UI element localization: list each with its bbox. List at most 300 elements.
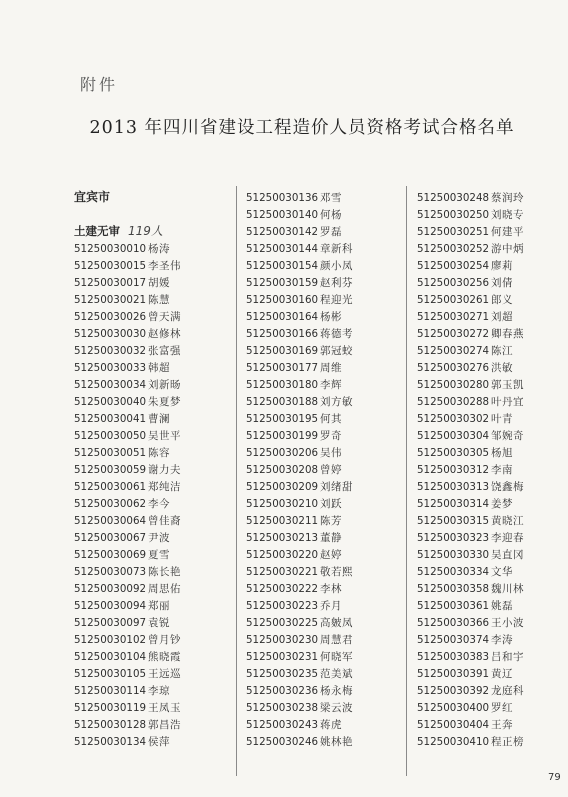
list-item — [417, 648, 524, 665]
candidate-id: 51250030383 — [417, 651, 490, 663]
list-item — [246, 325, 353, 342]
candidate-name: 蒋虎 — [320, 719, 342, 731]
candidate-id: 51250030400 — [417, 702, 490, 714]
candidate-name: 颜小凤 — [320, 260, 353, 272]
list-item — [74, 427, 181, 444]
list-item — [246, 308, 353, 325]
candidate-name: 蔡润玲 — [491, 192, 524, 204]
candidate-name: 郎义 — [491, 294, 513, 306]
candidate-id: 51250030404 — [417, 719, 490, 731]
candidate-name: 李南 — [491, 464, 513, 476]
candidate-name: 卿春燕 — [491, 328, 524, 340]
candidate-name: 周维 — [320, 362, 342, 374]
list-item — [246, 512, 353, 529]
list-item — [246, 206, 353, 223]
candidate-name: 刘新旸 — [148, 379, 181, 391]
candidate-id: 51250030256 — [417, 277, 490, 289]
candidate-name: 蒋德考 — [320, 328, 353, 340]
column-divider — [236, 186, 237, 776]
candidate-id: 51250030410 — [417, 736, 490, 748]
candidate-id: 51250030236 — [246, 685, 319, 697]
list-item — [417, 410, 524, 427]
candidate-name: 吴伟 — [320, 447, 342, 459]
candidate-id: 51250030315 — [417, 515, 490, 527]
candidate-id: 51250030144 — [246, 243, 319, 255]
candidate-name: 李林 — [320, 583, 342, 595]
candidate-name: 郑丽 — [148, 600, 170, 612]
list-item — [246, 733, 353, 750]
candidate-id: 51250030050 — [74, 430, 147, 442]
candidate-name: 陈容 — [148, 447, 170, 459]
candidate-name: 程正榜 — [491, 736, 524, 748]
candidate-name: 龙庭科 — [491, 685, 524, 697]
category-label: 土建无审 — [74, 224, 120, 238]
list-item — [417, 444, 524, 461]
candidate-id: 51250030160 — [246, 294, 319, 306]
candidate-id: 51250030272 — [417, 328, 490, 340]
candidate-name: 何晓军 — [320, 651, 353, 663]
candidate-name: 李辉 — [320, 379, 342, 391]
list-item — [246, 682, 353, 699]
list-item — [246, 529, 353, 546]
candidate-id: 51250030221 — [246, 566, 319, 578]
appendix-label: 附件 — [80, 75, 119, 94]
list-item — [74, 580, 181, 597]
candidate-id: 51250030250 — [417, 209, 490, 221]
candidate-id: 51250030235 — [246, 668, 319, 680]
candidate-id: 51250030280 — [417, 379, 490, 391]
spacer — [74, 206, 181, 223]
list-item — [74, 291, 181, 308]
list-item — [417, 733, 524, 750]
candidate-name: 梁云波 — [320, 702, 353, 714]
list-item — [417, 223, 524, 240]
candidate-id: 51250030140 — [246, 209, 319, 221]
list-item — [246, 665, 353, 682]
list-item — [417, 631, 524, 648]
candidate-name: 何建平 — [491, 226, 524, 238]
candidate-id: 51250030064 — [74, 515, 147, 527]
candidate-id: 51250030026 — [74, 311, 147, 323]
candidate-name: 程迎光 — [320, 294, 353, 306]
candidate-id: 51250030195 — [246, 413, 319, 425]
candidate-name: 郑纯洁 — [148, 481, 181, 493]
list-item — [74, 240, 181, 257]
list-item — [246, 410, 353, 427]
candidate-name: 叶丹宜 — [491, 396, 524, 408]
candidate-id: 51250030030 — [74, 328, 147, 340]
list-item — [246, 461, 353, 478]
category-heading — [74, 223, 181, 240]
candidate-name: 刘绪甜 — [320, 481, 353, 493]
candidate-id: 51250030361 — [417, 600, 490, 612]
candidate-id: 51250030238 — [246, 702, 319, 714]
list-item — [246, 427, 353, 444]
candidate-id: 51250030222 — [246, 583, 319, 595]
list-item — [246, 563, 353, 580]
candidate-name: 曹澜 — [148, 413, 170, 425]
candidate-name: 杨涛 — [148, 243, 170, 255]
candidate-name: 李涛 — [491, 634, 513, 646]
list-item — [417, 597, 524, 614]
candidate-name: 赵利芬 — [320, 277, 353, 289]
column-divider — [406, 186, 407, 776]
candidate-name: 韩超 — [148, 362, 170, 374]
list-item — [74, 631, 181, 648]
list-item — [74, 325, 181, 342]
candidate-id: 51250030391 — [417, 668, 490, 680]
candidate-id: 51250030169 — [246, 345, 319, 357]
list-item — [74, 699, 181, 716]
candidate-name: 杨彬 — [320, 311, 342, 323]
list-item — [246, 580, 353, 597]
candidate-name: 曾佳裔 — [148, 515, 181, 527]
candidate-id: 51250030276 — [417, 362, 490, 374]
list-item — [417, 206, 524, 223]
candidate-id: 51250030302 — [417, 413, 490, 425]
candidate-id: 51250030220 — [246, 549, 319, 561]
list-item — [74, 665, 181, 682]
list-item — [417, 376, 524, 393]
candidate-id: 51250030223 — [246, 600, 319, 612]
candidate-name: 杨永梅 — [320, 685, 353, 697]
candidate-id: 51250030136 — [246, 192, 319, 204]
list-item — [246, 291, 353, 308]
candidate-name: 曾婷 — [320, 464, 342, 476]
candidate-name: 王凤玉 — [148, 702, 181, 714]
candidate-id: 51250030021 — [74, 294, 147, 306]
candidate-id: 51250030274 — [417, 345, 490, 357]
candidate-id: 51250030094 — [74, 600, 147, 612]
list-item — [74, 444, 181, 461]
candidate-id: 51250030015 — [74, 260, 147, 272]
list-item — [74, 478, 181, 495]
candidate-id: 51250030312 — [417, 464, 490, 476]
candidate-name: 赵修林 — [148, 328, 181, 340]
list-item — [246, 546, 353, 563]
candidate-name: 李琼 — [148, 685, 170, 697]
candidate-id: 51250030097 — [74, 617, 147, 629]
candidate-id: 51250030209 — [246, 481, 319, 493]
candidate-name: 刘倩 — [491, 277, 513, 289]
candidate-id: 51250030017 — [74, 277, 147, 289]
candidate-id: 51250030180 — [246, 379, 319, 391]
candidate-name: 乔月 — [320, 600, 342, 612]
candidate-name: 敬若熙 — [320, 566, 353, 578]
candidate-name: 饶鑫梅 — [491, 481, 524, 493]
list-item — [246, 240, 353, 257]
candidate-id: 51250030211 — [246, 515, 319, 527]
handwritten-count: 119人 — [128, 224, 163, 238]
list-item — [417, 699, 524, 716]
list-item — [74, 257, 181, 274]
candidate-id: 51250030206 — [246, 447, 319, 459]
candidate-id: 51250030243 — [246, 719, 319, 731]
candidate-id: 51250030251 — [417, 226, 490, 238]
candidate-id: 51250030059 — [74, 464, 147, 476]
list-item — [417, 325, 524, 342]
candidate-name: 姜梦 — [491, 498, 513, 510]
candidate-id: 51250030208 — [246, 464, 319, 476]
column-3 — [417, 189, 524, 750]
candidate-name: 曾月钞 — [148, 634, 181, 646]
candidate-id: 51250030213 — [246, 532, 319, 544]
candidate-id: 51250030177 — [246, 362, 319, 374]
list-item — [417, 563, 524, 580]
candidate-id: 51250030314 — [417, 498, 490, 510]
candidate-name: 夏雪 — [148, 549, 170, 561]
list-item — [246, 189, 353, 206]
candidate-id: 51250030366 — [417, 617, 490, 629]
candidate-name: 尹波 — [148, 532, 170, 544]
list-item — [74, 410, 181, 427]
candidate-id: 51250030392 — [417, 685, 490, 697]
candidate-name: 廖莉 — [491, 260, 513, 272]
candidate-id: 51250030166 — [246, 328, 319, 340]
candidate-name: 邹婉奇 — [491, 430, 524, 442]
candidate-name: 刘超 — [491, 311, 513, 323]
candidate-id: 51250030114 — [74, 685, 147, 697]
candidate-name: 王小波 — [491, 617, 524, 629]
candidate-name: 罗红 — [491, 702, 513, 714]
candidate-name: 游中炳 — [491, 243, 524, 255]
list-item — [74, 563, 181, 580]
candidate-name: 洪敏 — [491, 362, 513, 374]
list-item — [74, 274, 181, 291]
column-2-rows — [246, 189, 353, 750]
candidate-id: 51250030330 — [417, 549, 490, 561]
candidate-name: 刘晓专 — [491, 209, 524, 221]
list-item — [246, 359, 353, 376]
candidate-id: 51250030323 — [417, 532, 490, 544]
candidate-name: 陈芳 — [320, 515, 342, 527]
list-item — [246, 495, 353, 512]
candidate-id: 51250030105 — [74, 668, 147, 680]
candidate-name: 罗磊 — [320, 226, 342, 238]
list-item — [246, 274, 353, 291]
column-1-rows — [74, 240, 181, 750]
candidate-name: 王远巡 — [148, 668, 181, 680]
list-item — [246, 342, 353, 359]
candidate-name: 郭玉凯 — [491, 379, 524, 391]
candidate-name: 黄辽 — [491, 668, 513, 680]
candidate-id: 51250030288 — [417, 396, 490, 408]
list-item — [246, 597, 353, 614]
list-item — [74, 342, 181, 359]
candidate-id: 51250030032 — [74, 345, 147, 357]
candidate-id: 51250030062 — [74, 498, 147, 510]
candidate-id: 51250030051 — [74, 447, 147, 459]
list-item — [74, 308, 181, 325]
candidate-id: 51250030159 — [246, 277, 319, 289]
list-item — [246, 223, 353, 240]
candidate-id: 51250030067 — [74, 532, 147, 544]
list-item — [417, 427, 524, 444]
list-item — [417, 512, 524, 529]
candidate-id: 51250030248 — [417, 192, 490, 204]
candidate-id: 51250030040 — [74, 396, 147, 408]
column-1 — [74, 189, 181, 750]
list-item — [417, 342, 524, 359]
candidate-name: 文华 — [491, 566, 513, 578]
list-item — [417, 308, 524, 325]
candidate-id: 51250030271 — [417, 311, 490, 323]
candidate-id: 51250030033 — [74, 362, 147, 374]
candidate-name: 范美斌 — [320, 668, 353, 680]
candidate-name: 邓雪 — [320, 192, 342, 204]
candidate-id: 51250030230 — [246, 634, 319, 646]
candidate-name: 周慧君 — [320, 634, 353, 646]
candidate-name: 谢力夫 — [148, 464, 181, 476]
candidate-name: 李今 — [148, 498, 170, 510]
list-item — [246, 257, 353, 274]
candidate-name: 陈慧 — [148, 294, 170, 306]
candidate-name: 董静 — [320, 532, 342, 544]
candidate-name: 熊晓霞 — [148, 651, 181, 663]
list-item — [246, 444, 353, 461]
list-item — [246, 376, 353, 393]
candidate-id: 51250030128 — [74, 719, 147, 731]
candidate-name: 侯萍 — [148, 736, 170, 748]
list-item — [246, 648, 353, 665]
list-item — [417, 614, 524, 631]
candidate-id: 51250030134 — [74, 736, 147, 748]
list-item — [74, 597, 181, 614]
list-item — [246, 614, 353, 631]
candidate-id: 51250030119 — [74, 702, 147, 714]
candidate-id: 51250030142 — [246, 226, 319, 238]
candidate-id: 51250030041 — [74, 413, 147, 425]
list-item — [417, 240, 524, 257]
candidate-id: 51250030374 — [417, 634, 490, 646]
list-item — [74, 461, 181, 478]
candidate-name: 姚磊 — [491, 600, 513, 612]
candidate-name: 张富强 — [148, 345, 181, 357]
list-item — [74, 376, 181, 393]
list-item — [74, 614, 181, 631]
list-item — [417, 359, 524, 376]
candidate-name: 吕和宇 — [491, 651, 524, 663]
list-item — [74, 495, 181, 512]
list-item — [74, 546, 181, 563]
candidate-name: 朱夏梦 — [148, 396, 181, 408]
candidate-name: 胡媛 — [148, 277, 170, 289]
candidate-name: 陈江 — [491, 345, 513, 357]
list-item — [417, 393, 524, 410]
candidate-id: 51250030210 — [246, 498, 319, 510]
candidate-id: 51250030073 — [74, 566, 147, 578]
candidate-name: 何其 — [320, 413, 342, 425]
candidate-name: 刘方敏 — [320, 396, 353, 408]
candidate-name: 何杨 — [320, 209, 342, 221]
list-item — [246, 478, 353, 495]
candidate-id: 51250030252 — [417, 243, 490, 255]
list-item — [417, 716, 524, 733]
candidate-id: 51250030246 — [246, 736, 319, 748]
candidate-id: 51250030254 — [417, 260, 490, 272]
candidate-id: 51250030305 — [417, 447, 490, 459]
page-number: 79 — [548, 772, 561, 783]
candidate-name: 王奔 — [491, 719, 513, 731]
list-item — [246, 631, 353, 648]
candidate-id: 51250030154 — [246, 260, 319, 272]
candidate-name: 袁锐 — [148, 617, 170, 629]
candidate-id: 51250030092 — [74, 583, 147, 595]
column-2 — [246, 189, 353, 750]
list-item — [74, 716, 181, 733]
candidate-id: 51250030061 — [74, 481, 147, 493]
candidate-name: 姚林艳 — [320, 736, 353, 748]
candidate-id: 51250030034 — [74, 379, 147, 391]
candidate-id: 51250030358 — [417, 583, 490, 595]
candidate-name: 周思佑 — [148, 583, 181, 595]
candidate-name: 罗奇 — [320, 430, 342, 442]
list-item — [246, 716, 353, 733]
candidate-name: 陈长艳 — [148, 566, 181, 578]
list-item — [74, 648, 181, 665]
candidate-id: 51250030225 — [246, 617, 319, 629]
list-item — [417, 682, 524, 699]
candidate-id: 51250030199 — [246, 430, 319, 442]
list-item — [74, 359, 181, 376]
candidate-id: 51250030313 — [417, 481, 490, 493]
candidate-id: 51250030102 — [74, 634, 147, 646]
list-item — [74, 733, 181, 750]
list-item — [246, 393, 353, 410]
list-item — [417, 189, 524, 206]
list-item — [246, 699, 353, 716]
list-item — [417, 580, 524, 597]
candidate-name: 刘跃 — [320, 498, 342, 510]
candidate-name: 赵婷 — [320, 549, 342, 561]
column-3-rows — [417, 189, 524, 750]
list-item — [417, 257, 524, 274]
list-item — [417, 546, 524, 563]
list-item — [417, 529, 524, 546]
list-item — [417, 274, 524, 291]
candidate-name: 杨旭 — [491, 447, 513, 459]
candidate-name: 李迎春 — [491, 532, 524, 544]
list-item — [417, 478, 524, 495]
candidate-name: 吴直冈 — [491, 549, 524, 561]
list-item — [74, 529, 181, 546]
candidate-name: 曾天满 — [148, 311, 181, 323]
list-item — [417, 665, 524, 682]
candidate-id: 51250030164 — [246, 311, 319, 323]
candidate-id: 51250030261 — [417, 294, 490, 306]
list-item — [74, 393, 181, 410]
candidate-name: 高皴凤 — [320, 617, 353, 629]
candidate-id: 51250030334 — [417, 566, 490, 578]
candidate-name: 李圣伟 — [148, 260, 181, 272]
candidate-name: 黄晓江 — [491, 515, 524, 527]
candidate-id: 51250030010 — [74, 243, 147, 255]
candidate-id: 51250030231 — [246, 651, 319, 663]
list-item — [417, 495, 524, 512]
list-item — [74, 512, 181, 529]
candidate-name: 郭昌浩 — [148, 719, 181, 731]
candidate-id: 51250030069 — [74, 549, 147, 561]
list-item — [417, 461, 524, 478]
candidate-id: 51250030188 — [246, 396, 319, 408]
candidate-name: 魏川林 — [491, 583, 524, 595]
list-item — [74, 682, 181, 699]
list-item — [417, 291, 524, 308]
document-title: 2013 年四川省建设工程造价人员资格考试合格名单 — [89, 118, 515, 138]
candidate-id: 51250030104 — [74, 651, 147, 663]
candidate-name: 吴世平 — [148, 430, 181, 442]
candidate-id: 51250030304 — [417, 430, 490, 442]
